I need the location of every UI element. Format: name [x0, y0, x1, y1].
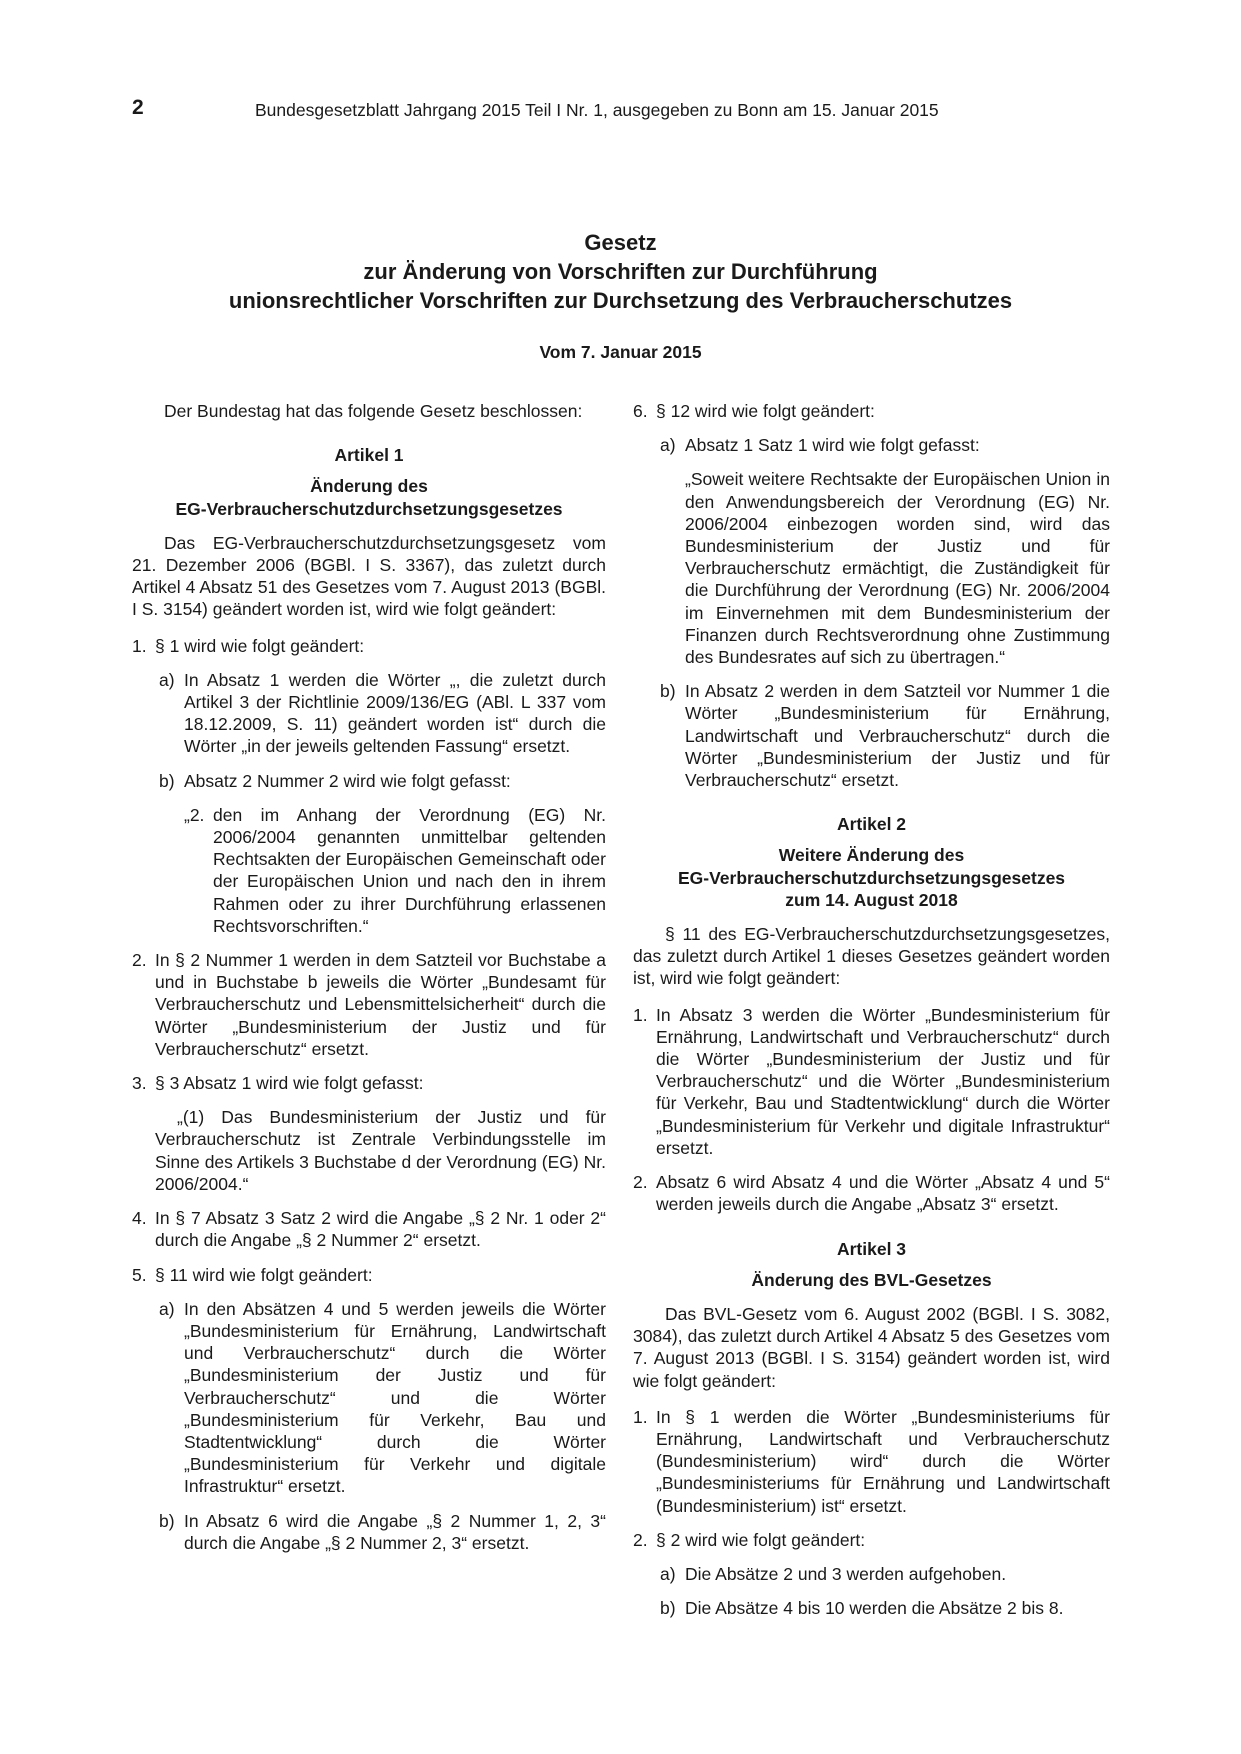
title-line-3: unionsrechtlicher Vorschriften zur Durchsetzung des Verbraucherschutzes [228, 288, 1013, 313]
law-title [132, 228, 1109, 363]
item-letter: b) [159, 1510, 175, 1531]
item-number: 2. [633, 1172, 648, 1193]
list-item [132, 669, 606, 758]
article-1-title-line-2: EG-Verbraucherschutzdurchsetzungsgesetzes [175, 498, 563, 519]
law-date: Vom 7. Januar 2015 [539, 342, 702, 362]
item-number: 1. [633, 1004, 648, 1025]
item-text: In § 1 werden die Wörter „Bundesministeriums für Ernährung, Landwirtschaft und Verbraucherschutz (Bundesministerium) wird“ durch die Wörter „Bundesministeriums für Ernährung und Landwirtschaft (Bundesministerium) ist“ ersetzt. [656, 1406, 1110, 1516]
article-3-intro: Das BVL-Gesetz vom 6. August 2002 (BGBl. I S. 3082, 3084), das zuletzt durch Artikel 4 Absatz 5 des Gesetzes vom 7. August 2013 (BGBl. I S. 3154) geändert worden ist, wird wie folgt geändert: [633, 1303, 1110, 1391]
quoted-number: „2. [184, 804, 205, 825]
item-number: 4. [132, 1208, 147, 1229]
list-item [132, 635, 606, 657]
list-item [633, 1529, 1110, 1551]
item-text: In Absatz 6 wird die Angabe „§ 2 Nummer 1, 2, 3“ durch die Angabe „§ 2 Nummer 2, 3“ ersetzt. [184, 1510, 606, 1553]
quoted-text: den im Anhang der Verordnung (EG) Nr. 2006/2004 genannten unmittelbar geltenden Rechtsakten der Europäischen Gemeinschaft oder der Europäischen Union und nach den in ihrem Rahmen oder zu ihrer Durchführung erlassenen Rechtsvorschriften.“ [213, 804, 606, 936]
quoted-provision [132, 804, 606, 937]
list-item [633, 1563, 1110, 1585]
item-text: § 1 wird wie folgt geändert: [155, 635, 365, 656]
item-letter: a) [159, 1298, 175, 1319]
article-3-title: Änderung des BVL-Gesetzes [751, 1269, 992, 1290]
item-text: In Absatz 2 werden in dem Satzteil vor Nummer 1 die Wörter „Bundesministerium für Ernährung, Landwirtschaft und Verbraucherschutz“ durch die Wörter „Bundesministerium der Justiz und für Verbraucherschutz“ ersetzt. [685, 681, 1110, 791]
item-number: 2. [132, 950, 147, 971]
list-item [633, 434, 1110, 456]
item-text: § 3 Absatz 1 wird wie folgt gefasst: [155, 1073, 424, 1094]
item-letter: b) [660, 1598, 676, 1619]
item-text: In § 2 Nummer 1 werden in dem Satzteil vor Buchstabe a und in Buchstabe b jeweils die Wörter „Bundesamt für Verbraucherschutz und Lebensmittelsicherheit“ durch die Wörter „Bundesministerium der Justiz und für Verbraucherschutz“ ersetzt. [155, 950, 606, 1059]
article-2-title-line-3: zum 14. August 2018 [785, 889, 958, 910]
item-text: § 2 wird wie folgt geändert: [656, 1529, 866, 1550]
article-1-label: Artikel 1 [334, 445, 404, 466]
item-text: Absatz 2 Nummer 2 wird wie folgt gefasst: [184, 770, 511, 791]
item-letter: a) [159, 669, 175, 690]
list-item [633, 1597, 1110, 1619]
title-line-1: Gesetz [584, 230, 657, 255]
item-text: In den Absätzen 4 und 5 werden jeweils die Wörter „Bundesministerium für Ernährung, Landwirtschaft und Verbraucherschutz“ durch die Wörter „Bundesministerium der Justiz und für Verbraucherschutz“ und die Wörter „Bundesministerium für Verkehr, Bau und Stadtentwicklung“ durch die Wörter „Bundesministerium für Verkehr und digitale Infrastruktur“ ersetzt. [184, 1298, 606, 1497]
item-number: 1. [633, 1406, 648, 1427]
item-text: Absatz 6 wird Absatz 4 und die Wörter „Absatz 4 und 5“ werden jeweils durch die Angabe „Absatz 3“ ersetzt. [656, 1172, 1110, 1215]
list-item [132, 770, 606, 792]
running-head: Bundesgesetzblatt Jahrgang 2015 Teil I Nr. 1, ausgegeben zu Bonn am 15. Januar 2015 [255, 100, 939, 120]
list-item [132, 1072, 606, 1094]
list-item [633, 400, 1110, 422]
left-column [132, 400, 606, 1566]
title-line-2: zur Änderung von Vorschriften zur Durchführung [363, 259, 878, 284]
article-3-label: Artikel 3 [836, 1238, 907, 1259]
article-2-title-line-1: Weitere Änderung des [778, 845, 965, 866]
list-item [132, 1264, 606, 1286]
list-item [633, 680, 1110, 791]
article-1-title-line-1: Änderung des [310, 476, 428, 497]
item-text: Die Absätze 4 bis 10 werden die Absätze 2 bis 8. [685, 1598, 1064, 1619]
article-2-title-line-2: EG-Verbraucherschutzdurchsetzungsgesetzes [677, 867, 1066, 888]
list-item [633, 1004, 1110, 1159]
item-number: 2. [633, 1529, 648, 1550]
item-text: Absatz 1 Satz 1 wird wie folgt gefasst: [685, 435, 980, 456]
article-2-intro: § 11 des EG-Verbraucherschutzdurchsetzungsgesetzes, das zuletzt durch Artikel 1 dieses Gesetzes geändert worden ist, wird wie folgt geändert: [633, 924, 1110, 989]
item-text: In Absatz 1 werden die Wörter „, die zuletzt durch Artikel 3 der Richtlinie 2009/136/EG (ABl. L 337 vom 18.12.2009, S. 11) geändert worden ist“ durch die Wörter „in der jeweils geltenden Fassung“ ersetzt. [184, 669, 606, 757]
right-column [633, 400, 1110, 1631]
article-1-intro: Das EG-Verbraucherschutzdurchsetzungsgesetz vom 21. Dezember 2006 (BGBl. I S. 3367), das zuletzt durch Artikel 4 Absatz 51 des Gesetzes vom 7. August 2013 (BGBl. I S. 3154) geändert worden ist, wird wie folgt geändert: [132, 532, 606, 620]
item-number: 3. [132, 1073, 147, 1094]
item-text: § 12 wird wie folgt geändert: [656, 401, 875, 421]
item-text: In Absatz 3 werden die Wörter „Bundesministerium für Ernährung, Landwirtschaft und Verbraucherschutz“ durch die Wörter „Bundesministerium der Justiz und für Verbraucherschutz“ und die Wörter „Bundesministerium für Verkehr, Bau und Stadtentwicklung“ durch die Wörter „Bundesministerium für Verkehr und digitale Infrastruktur“ ersetzt. [656, 1004, 1110, 1158]
list-item [132, 1298, 606, 1498]
list-item [633, 1406, 1110, 1517]
page-header [132, 96, 1112, 124]
item-text: § 11 wird wie folgt geändert: [155, 1264, 373, 1285]
article-1-title [132, 475, 606, 519]
list-item [132, 1207, 606, 1251]
list-item [633, 1171, 1110, 1215]
list-item [132, 949, 606, 1060]
item-text: In § 7 Absatz 3 Satz 2 wird die Angabe „§ 2 Nr. 1 oder 2“ durch die Angabe „§ 2 Nummer 2“ ersetzt. [155, 1208, 606, 1251]
list-item [132, 1510, 606, 1554]
page-number: 2 [132, 96, 144, 119]
item-text: Die Absätze 2 und 3 werden aufgehoben. [685, 1563, 1007, 1584]
item-letter: a) [660, 1563, 676, 1584]
quoted-provision: „Soweit weitere Rechtsakte der Europäischen Union in den Anwendungsbereich der Verordnung (EG) Nr. 2006/2004 einbezogen worden sind, wird das Bundesministerium der Justiz und für Verbraucherschutz ermächtigt, die Zuständigkeit für die Durchführung der Verordnung (EG) Nr. 2006/2004 im Einvernehmen mit dem Bundesministerium der Finanzen durch Rechtsverordnung ohne Zustimmung des Bundesrates auf sich zu übertragen.“ [685, 469, 1110, 668]
article-2-title [633, 844, 1110, 911]
item-letter: b) [660, 681, 676, 702]
item-letter: a) [660, 435, 676, 456]
item-number: 1. [132, 635, 147, 656]
quoted-provision: „(1) Das Bundesministerium der Justiz und für Verbraucherschutz ist Zentrale Verbindungsstelle im Sinne des Artikels 3 Buchstabe d der Verordnung (EG) Nr. 2006/2004.“ [155, 1107, 606, 1194]
article-2-label: Artikel 2 [836, 814, 907, 835]
intro-paragraph: Der Bundestag hat das folgende Gesetz beschlossen: [164, 401, 583, 421]
item-number: 6. [633, 401, 648, 421]
item-letter: b) [159, 770, 175, 791]
item-number: 5. [132, 1264, 147, 1285]
